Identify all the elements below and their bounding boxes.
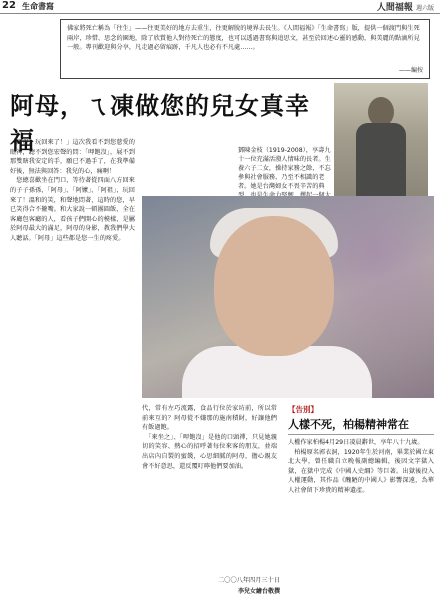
- intro-text: 佛家將死亡稱為「往生」——往更美好的地方去重生，往更解脫的境界去長生。《人間福報》「生命書寫」版，提供一個渡門與生死兩岸，珍惜、思念的園地，除了欣賞他人對待死亡的態度，也可以透過書寫與追思文，甚至於回述心靈的感動，與美麗的點滴所見一般。專刊歡迎與分享，凡走過必留痕跡，千凡人也必有不凡處……。: [67, 25, 420, 51]
- sidebar-label: 【告別】: [288, 405, 318, 414]
- article-headline: 阿母，ㄟ凍做您的兒女真幸福: [10, 91, 310, 155]
- article-dateline: 二〇〇八年四月三十日: [218, 577, 280, 584]
- editor-intro-box: [60, 19, 430, 79]
- masthead-edition: 週六版: [415, 5, 434, 12]
- portrait-photo-closeup: [142, 196, 434, 398]
- page-header: [0, 0, 440, 14]
- portrait-photo-standing: [334, 83, 428, 202]
- article-body-column-2: 代，常有左巧流露，食品行位於家坊前，所以常前來互的？阿母從不嫌那的施南積財，好讓他們有飯過飽。 「來坐之」、「呷飽沒」是他的口頭禪，只見她親切的笑容、熱心的招呼著每位來客的朋友，並端出店內自製的蜜餞，心思細膩的阿母，擔心親友會不好意思，還反覆叮嚀他們要加油。: [142, 405, 277, 470]
- photo-caption: 鄧陳金枝（1919-2008），享壽九十一位充滿活潑人情味的長者。生養六子二女，操持家務之餘，不忘參與社會服務，乃至不相識的老者。她是台灣婦女不畏辛苦的典: [238, 147, 331, 190]
- sidebar-title: 人樣不死，柏楊精神常在: [288, 416, 434, 435]
- photo-figure-body: [356, 123, 406, 202]
- article-body-column: 「阿母，玩回來了！」這次我看不到您慈愛的眼神，聽不到您宏聲的問：「呷飽沒」，展不到那雙瞎我安定的手，願已不過手了，在我準備好後，無法與回答：我兒的心，痛啊！ 您總喜歡坐在門口，等待著從四面八方回來的子子孫孫，「阿母」、「阿嬤」、「阿祖」，玩回來了！溫和的笑，和聲地問著，這時的您，早已笑得合不攏嘴。和大家說一頓團圓飯，全在客廳包客廳的人，看孩子們開心的模樣，是屬於阿母最大的滿足，阿母的身影，教我們學大人聽話。「阿母」這些都是您一生的疼愛。: [10, 139, 135, 242]
- masthead-name: 人間福報: [376, 3, 413, 13]
- newspaper-masthead: [377, 0, 434, 13]
- farewell-sidebar: [288, 404, 434, 599]
- sidebar-text: 人權作家柏楊4月29日凌晨辭世，享年八十九歲。 柏楊原名郭衣洞，1920年生於河南，畢業於國立東北大學，曾任職自立晚報副總編輯，後因文字獄入獄，在獄中完成《中國人史綱》等巨著。出獄後投入人權運動，其作品《醜陋的中國人》影響深遠，為華人社會留下珍貴的精神遺產。: [288, 439, 434, 494]
- section-title: 生命書寫: [22, 2, 54, 11]
- intro-signature: ——編按: [398, 66, 423, 74]
- photo-face: [214, 216, 334, 356]
- page-number: 22: [2, 0, 16, 11]
- article-byline: 李兒女繪台敬撰: [237, 588, 280, 595]
